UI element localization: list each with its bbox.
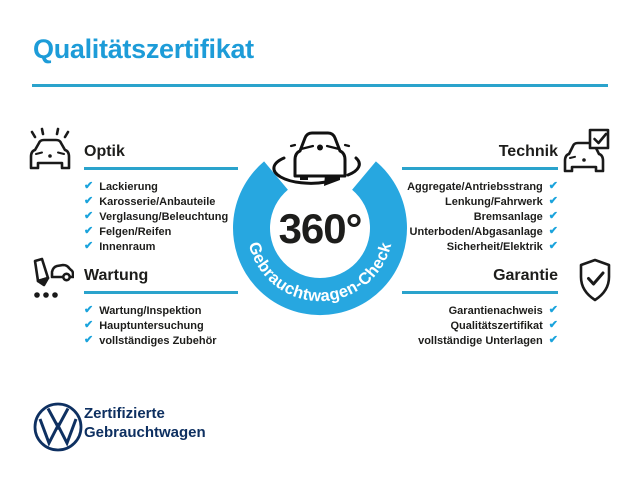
section-garantie [402, 267, 558, 348]
shield-check-icon [572, 257, 618, 305]
car-360-rotation-icon [274, 133, 359, 186]
item-label: Aggregate/Antriebsstrang [407, 180, 543, 193]
footer-line1: Zertifizierte [84, 405, 165, 422]
check-icon: ✔ [548, 319, 558, 331]
section-heading: Optik [84, 143, 238, 170]
item-label: vollständiges Zubehör [99, 334, 217, 347]
check-icon: ✔ [548, 225, 558, 237]
check-item [402, 239, 558, 254]
check-list [402, 179, 558, 254]
footer-line2: Gebrauchtwagen [84, 424, 206, 441]
check-item [402, 194, 558, 209]
check-icon: ✔ [548, 334, 558, 346]
section-optik [84, 143, 238, 254]
check-list [84, 179, 238, 254]
check-item [402, 224, 558, 239]
section-heading: Technik [402, 143, 558, 170]
item-label: Lackierung [99, 180, 158, 193]
check-item [402, 179, 558, 194]
check-icon: ✔ [84, 240, 94, 252]
car-checkbox-icon [562, 127, 612, 177]
check-item [84, 194, 238, 209]
check-item [84, 303, 238, 318]
section-wartung [84, 267, 238, 348]
item-label: Garantienachweis [448, 304, 543, 317]
item-label: Bremsanlage [473, 210, 543, 223]
check-list [402, 303, 558, 348]
check-icon: ✔ [84, 304, 94, 316]
footer-brand-text [84, 404, 206, 442]
item-label: Unterboden/Abgasanlage [409, 225, 543, 238]
check-icon: ✔ [548, 240, 558, 252]
item-label: Lenkung/Fahrwerk [444, 195, 543, 208]
check-icon: ✔ [84, 319, 94, 331]
shiny-car-icon [26, 127, 74, 175]
check-icon: ✔ [84, 225, 94, 237]
vw-logo [32, 401, 84, 453]
check-icon: ✔ [84, 334, 94, 346]
check-item [402, 303, 558, 318]
item-label: Wartung/Inspektion [99, 304, 202, 317]
check-item [84, 318, 238, 333]
check-item [84, 209, 238, 224]
title-divider [32, 84, 608, 87]
item-label: Karosserie/Anbauteile [99, 195, 216, 208]
item-label: Felgen/Reifen [99, 225, 172, 238]
check-icon: ✔ [548, 195, 558, 207]
check-icon: ✔ [548, 210, 558, 222]
pencil-car-icon [26, 257, 74, 305]
check-icon: ✔ [84, 195, 94, 207]
check-item [402, 209, 558, 224]
item-label: Qualitätszertifikat [450, 319, 543, 332]
item-label: vollständige Unterlagen [418, 334, 543, 347]
check-icon: ✔ [84, 180, 94, 192]
check-item [402, 318, 558, 333]
check-item [84, 224, 238, 239]
degree-label: 360° [278, 205, 362, 252]
check-icon: ✔ [84, 210, 94, 222]
item-label: Innenraum [99, 240, 156, 253]
check-item [84, 239, 238, 254]
check-icon: ✔ [548, 180, 558, 192]
center-badge [225, 120, 415, 325]
section-heading: Garantie [402, 267, 558, 294]
item-label: Sicherheit/Elektrik [446, 240, 543, 253]
item-label: Hauptuntersuchung [99, 319, 204, 332]
page-title: Qualitätszertifikat [33, 34, 254, 64]
section-technik [402, 143, 558, 254]
section-heading: Wartung [84, 267, 238, 294]
check-list [84, 303, 238, 348]
item-label: Verglasung/Beleuchtung [99, 210, 229, 223]
ring-label: Gebrauchtwagen-Check [244, 239, 396, 306]
check-icon: ✔ [548, 304, 558, 316]
check-item [402, 333, 558, 348]
check-item [84, 333, 238, 348]
check-item [84, 179, 238, 194]
